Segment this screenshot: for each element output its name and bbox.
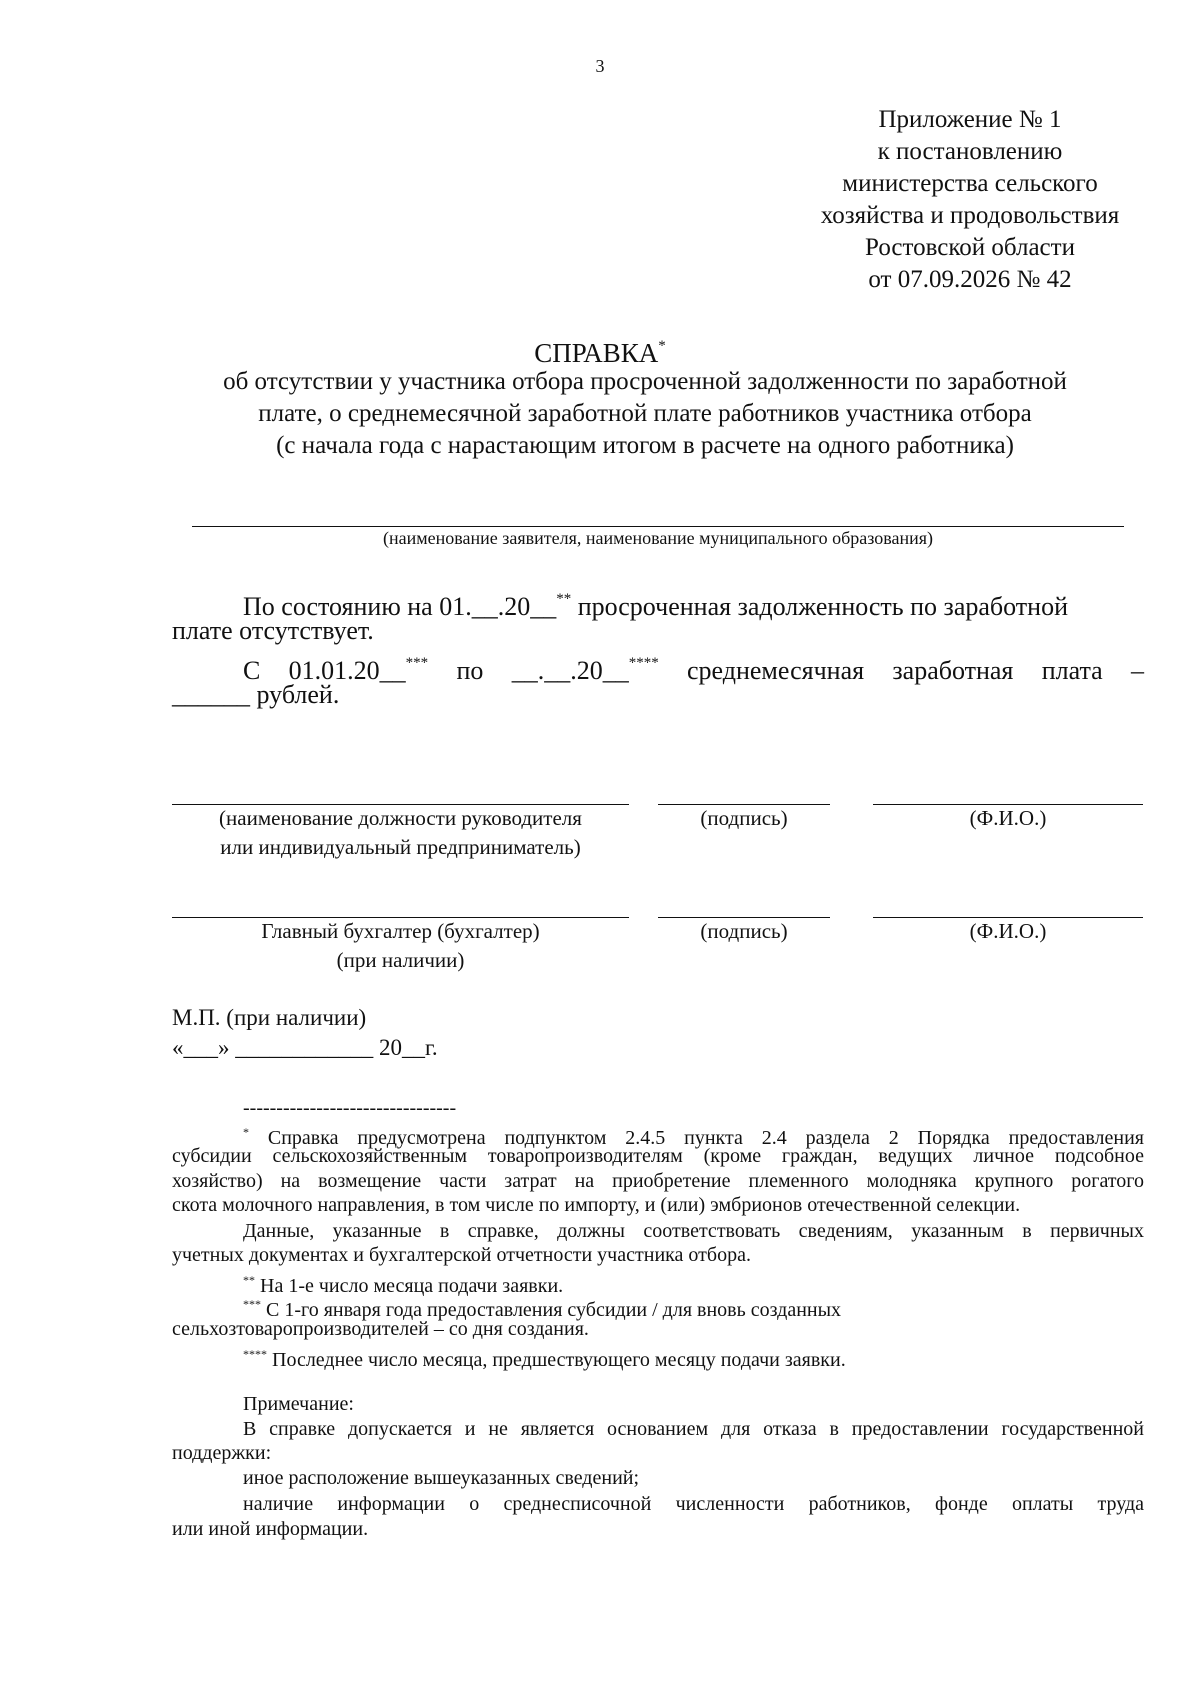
footnote-mark: **** [243,1347,267,1361]
stamp-label: М.П. (при наличии) [172,1005,367,1030]
caption-line: Главный бухгалтер (бухгалтер) [261,919,540,943]
appendix-line: Приложение № 1 [878,106,1062,133]
statement-text: среднемесячная заработная плата – [658,656,1144,685]
document-title [0,330,1200,369]
statement-line-2: плате отсутствует. [172,616,374,645]
footnote-mark: ** [243,1273,255,1287]
note-heading: Примечание: [243,1393,354,1415]
footnote-separator: -------------------------------- [243,1097,457,1119]
note-line: В справке допускается и не является основанием для отказа в предоставлении государственной [243,1418,1144,1440]
data-note-line: Данные, указанные в справке, должны соответствовать сведениям, указанным в первичных [243,1220,1144,1242]
statement-line-4: ______ рублей. [172,680,340,709]
subtitle-line: об отсутствии у участника отбора просроченной задолженности по заработной [223,368,1067,395]
accountant-signature-caption: (подпись) [700,919,788,943]
footnote-text: На 1-е число месяца подачи заявки. [255,1275,564,1297]
director-name-caption: (Ф.И.О.) [969,806,1047,830]
footnote-text: Справка предусмотрена подпунктом 2.4.5 пункта 2.4 раздела 2 Порядка предоставления [249,1127,1144,1149]
note-line: или иной информации. [172,1518,369,1540]
title-text: СПРАВКА [534,338,659,368]
footnote-ref: ** [556,591,572,607]
appendix-header [770,104,1170,296]
footnote-text: С 1-го января года предоставления субсидии / для вновь созданных [261,1299,842,1321]
date-line: «___» ____________ 20__г. [172,1035,438,1060]
footnote-ref: **** [628,655,659,671]
footnote-mark: * [243,1125,249,1139]
footnote-1-line: скота молочного направления, в том числе по импорту, и (или) эмбрионов отечественной селекции. [172,1194,1021,1216]
statement-text: По состоянию на 01.__.20__ [243,592,557,621]
caption-line: (наименование должности руководителя [219,806,582,830]
subtitle-line: плате, о среднемесячной заработной плате работников участника отбора [258,400,1032,427]
footnote-ref: *** [405,655,429,671]
note-line: иное расположение вышеуказанных сведений; [243,1467,640,1489]
page-number: 3 [595,56,605,76]
caption-line: или индивидуальный предприниматель) [220,835,581,859]
director-signature-caption: (подпись) [700,806,788,830]
footnote-3-line: сельхозтоваропроизводителей – со дня создания. [172,1318,589,1340]
accountant-name-caption: (Ф.И.О.) [969,919,1047,943]
director-position-caption [172,804,629,862]
appendix-line: Ростовской области [865,234,1075,261]
statement-line-3 [243,647,1144,687]
statement-text: по __.__.20__ [428,656,629,685]
subtitle-line: (с начала года с нарастающим итогом в расчете на одного работника) [276,432,1014,459]
accountant-position-caption [172,917,629,975]
applicant-blank-line [192,526,1124,527]
statement-text: просроченная задолженность по заработной [571,592,1068,621]
statement-text: С 01.01.20__ [243,656,406,685]
footnote-text: Последнее число месяца, предшествующего месяцу подачи заявки. [267,1349,846,1371]
caption-line: (при наличии) [336,948,465,972]
footnote-mark: *** [243,1297,261,1311]
appendix-line: хозяйства и продовольствия [820,202,1120,229]
footnote-4 [243,1342,846,1373]
footnote-1-line: хозяйство) на возмещение части затрат на приобретение племенного молодняка крупного рогатого [172,1170,1144,1192]
appendix-line: к постановлению [877,138,1063,165]
data-note-line: учетных документах и бухгалтерской отчетности участника отбора. [172,1244,751,1266]
appendix-line: от 07.09.2026 № 42 [868,266,1072,293]
note-line: наличие информации о среднесписочной численности работников, фонде оплаты труда [243,1493,1144,1515]
title-footnote-mark: * [658,338,666,354]
document-subtitle [150,366,1140,462]
note-line: поддержки: [172,1442,272,1464]
appendix-line: министерства сельского [842,170,1098,197]
applicant-caption: (наименование заявителя, наименование муниципального образования) [382,528,934,548]
footnote-1-line: субсидии сельскохозяйственным товаропроизводителям (кроме граждан, ведущих личное подсобное [172,1145,1144,1167]
